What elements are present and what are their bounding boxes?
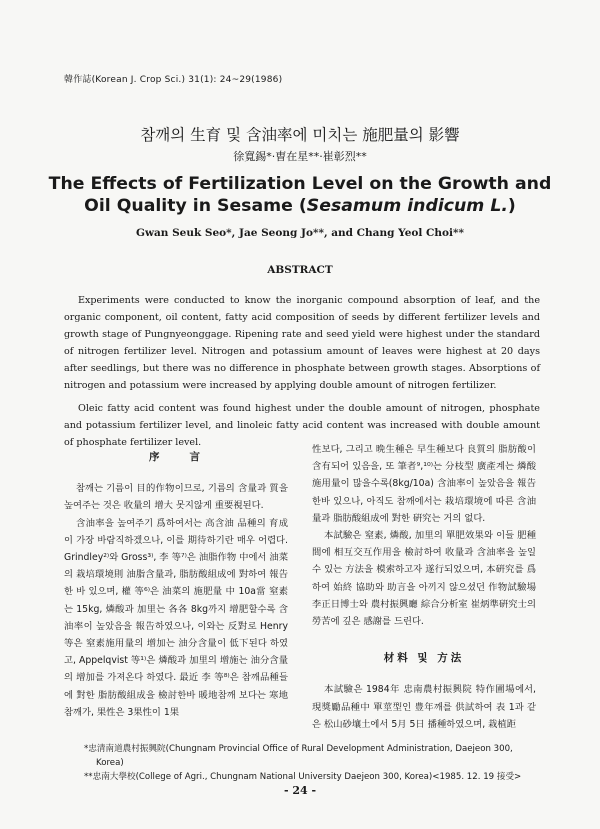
species-name: Sesamum indicum L. bbox=[306, 196, 508, 216]
english-title bbox=[0, 173, 600, 217]
methods-heading: 材料 및 方法 bbox=[383, 652, 465, 665]
intro-paragraph: 本試驗은 窒素, 燐酸, 加里의 單肥效果와 이들 肥種間에 相互交互作用을 檢討하여 收量과 含油率을 높일 수 있는 方法을 模索하고자 遂行되었으며, 本硏究를 爲하여 始終 協助와 助言을 아끼지 않으셨던 作物試驗場 李正日博士와 農村振興廳 綜合分析室 崔炳準硏究士의 勞苦에 깊은 感謝를 드린다. bbox=[312, 530, 536, 628]
intro-paragraph: 참깨는 기름이 目的作物이므로, 기름의 含量과 質을 높여주는 것은 收量의 增大 못지않게 重要視된다. bbox=[64, 483, 288, 512]
korean-title: 참깨의 生育 및 含油率에 미치는 施肥量의 影響 bbox=[140, 126, 460, 144]
footnotes bbox=[84, 742, 544, 784]
methods-paragraph: 本試驗은 1984年 忠南農村振興院 特作圃場에서, 現獎勵品種中 單莖型인 豊年깨를 供試하여 表 1과 같은 松山砂壤土에서 5月 5日 播種하였으며, 栽植距 bbox=[312, 684, 536, 730]
footnote-affiliation-1: *忠清南道農村振興院(Chungnam Provincial Office of Rural Development Administration, Daejeon 300, bbox=[84, 744, 513, 754]
english-authors: Gwan Seuk Seo*, Jae Seong Jo**, and Chang Yeol Choi** bbox=[135, 227, 464, 239]
intro-paragraph: 含油率을 높여주기 爲하여서는 高含油 品種의 育成이 가장 바람직하겠으나, 이를 期待하기란 매우 어렵다. Grindley²⁾와 Gross³⁾, 李 等⁷⁾은 油脂作物 中에서 油菜의 栽培環境則 油脂含量과, 脂肪酸組成에 對하여 報告한 바 있으며, 權 等⁶⁾은 油菜의 施肥量 中 10a當 窒素는 15kg, 燐酸과 加里는 各各 8kg까지 增肥할수록 含油率이 높았음을 報告하였으나, 이와는 反對로 Henry 等은 窒素施用量의 增加는 油分含量이 低下된다 하였고, Appelqvist 等¹⁾은 燐酸과 加里의 增施는 油分含量의 增加를 가져온다 하였다. 最近 李 等⁸⁾은 참깨品種들에 對한 脂肪酸組成을 檢討한바 暖地참깨 보다는 寒地참깨가, 果性은 3果性이 1果 bbox=[64, 517, 288, 718]
left-column bbox=[64, 441, 288, 721]
page-number: - 24 - bbox=[283, 784, 317, 797]
title-line2-prefix: Oil Quality in Sesame ( bbox=[84, 196, 307, 216]
footnote-affiliation-2: **忠南大學校(College of Agri., Chungnam National University Daejeon 300, Korea)<1985. 12. 19 接受> bbox=[84, 772, 522, 782]
abstract-heading: ABSTRACT bbox=[267, 264, 333, 276]
english-title-line1: The Effects of Fertilization Level on the Growth and bbox=[48, 174, 552, 194]
intro-paragraph: 性보다, 그리고 晩生種은 早生種보다 良質의 脂肪酸이 含有되어 있음을, 또 筆者⁹,¹⁰⁾는 分枝型 廣產계는 燐酸施用量이 많을수록(8kg/10a) 含油率이 높았음을 報告한바 있으나, 아직도 참깨에서는 栽培環境에 따른 含油量과 脂肪酸組成에 對한 硏究는 거의 없다. bbox=[312, 444, 536, 524]
footnote-affiliation-1-cont: Korea) bbox=[96, 758, 124, 768]
title-line2-suffix: ) bbox=[507, 196, 516, 216]
right-column bbox=[312, 441, 536, 733]
abstract-body bbox=[64, 292, 540, 457]
abstract-paragraph: Experiments were conducted to know the inorganic compound absorption of leaf, and the organic component, oil content, fatty acid composition of seeds by different fertilizer levels and growth stage of Pungnyeonggage. Ripening rate and seed yield were highest under the standard of nitrogen fertilizer level. Nitrogen and potassium amount of leaves were highest at 20 days after seedlings, but there was no difference in phosphate between growth stages. Absorptions of nitrogen and potassium were increased by applying double amount of nitrogen fertilizer. bbox=[64, 295, 540, 391]
abstract-paragraph: Oleic fatty acid content was found highest under the double amount of nitrogen, phosphate and potassium fertilizer level, and linoleic fatty acid content was increased with double amount of phosphate fertilizer level. bbox=[64, 403, 540, 448]
english-title-line2 bbox=[0, 195, 600, 217]
introduction-heading: 序 言 bbox=[149, 451, 203, 463]
korean-authors: 徐寬錫*·曺在星**·崔彰烈** bbox=[233, 150, 367, 163]
journal-header: 韓作誌(Korean J. Crop Sci.) 31(1): 24~29(1986) bbox=[64, 75, 283, 85]
